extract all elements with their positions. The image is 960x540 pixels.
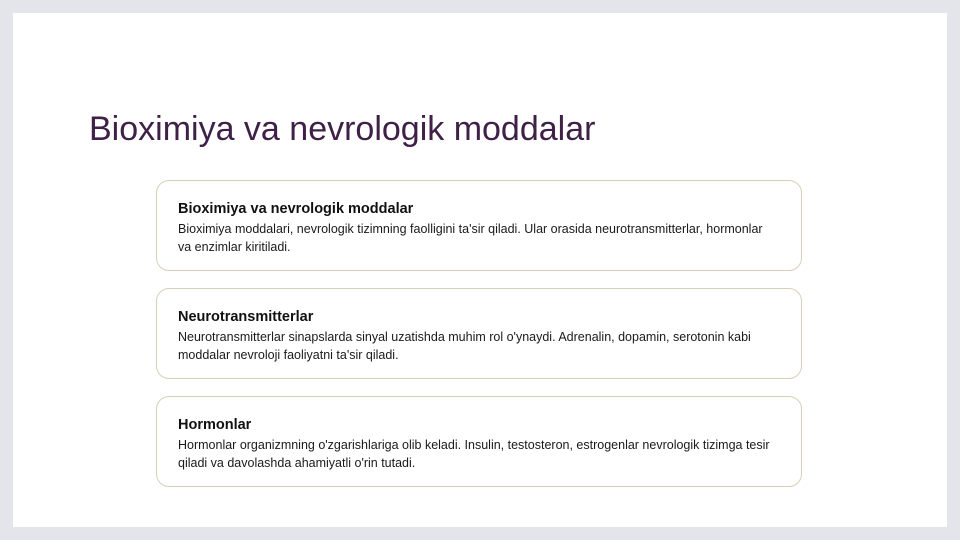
content-card-hormones bbox=[156, 396, 802, 487]
card-body: Neurotransmitterlar sinapslarda sinyal uzatishda muhim rol o'ynaydi. Adrenalin, dopamin, serotonin kabi moddalar nevroloji faoliyatni ta'sir qiladi. bbox=[178, 330, 751, 362]
card-title: Bioximiya va nevrologik moddalar bbox=[178, 201, 414, 217]
slide-title: Bioximiya va nevrologik moddalar bbox=[89, 110, 596, 148]
slide-canvas bbox=[13, 13, 947, 527]
card-title: Hormonlar bbox=[178, 417, 252, 433]
card-body: Bioximiya moddalari, nevrologik tizimning faolligini ta'sir qiladi. Ular orasida neurotransmitterlar, hormonlar va enzimlar kiritiladi. bbox=[178, 222, 763, 254]
content-card-biochemistry bbox=[156, 180, 802, 271]
card-body: Hormonlar organizmning o'zgarishlariga olib keladi. Insulin, testosteron, estrogenlar nevrologik tizimga tesir qiladi va davolashda ahamiyatli o'rin tutadi. bbox=[178, 438, 770, 470]
content-card-neurotransmitters bbox=[156, 288, 802, 379]
card-title: Neurotransmitterlar bbox=[178, 309, 314, 325]
